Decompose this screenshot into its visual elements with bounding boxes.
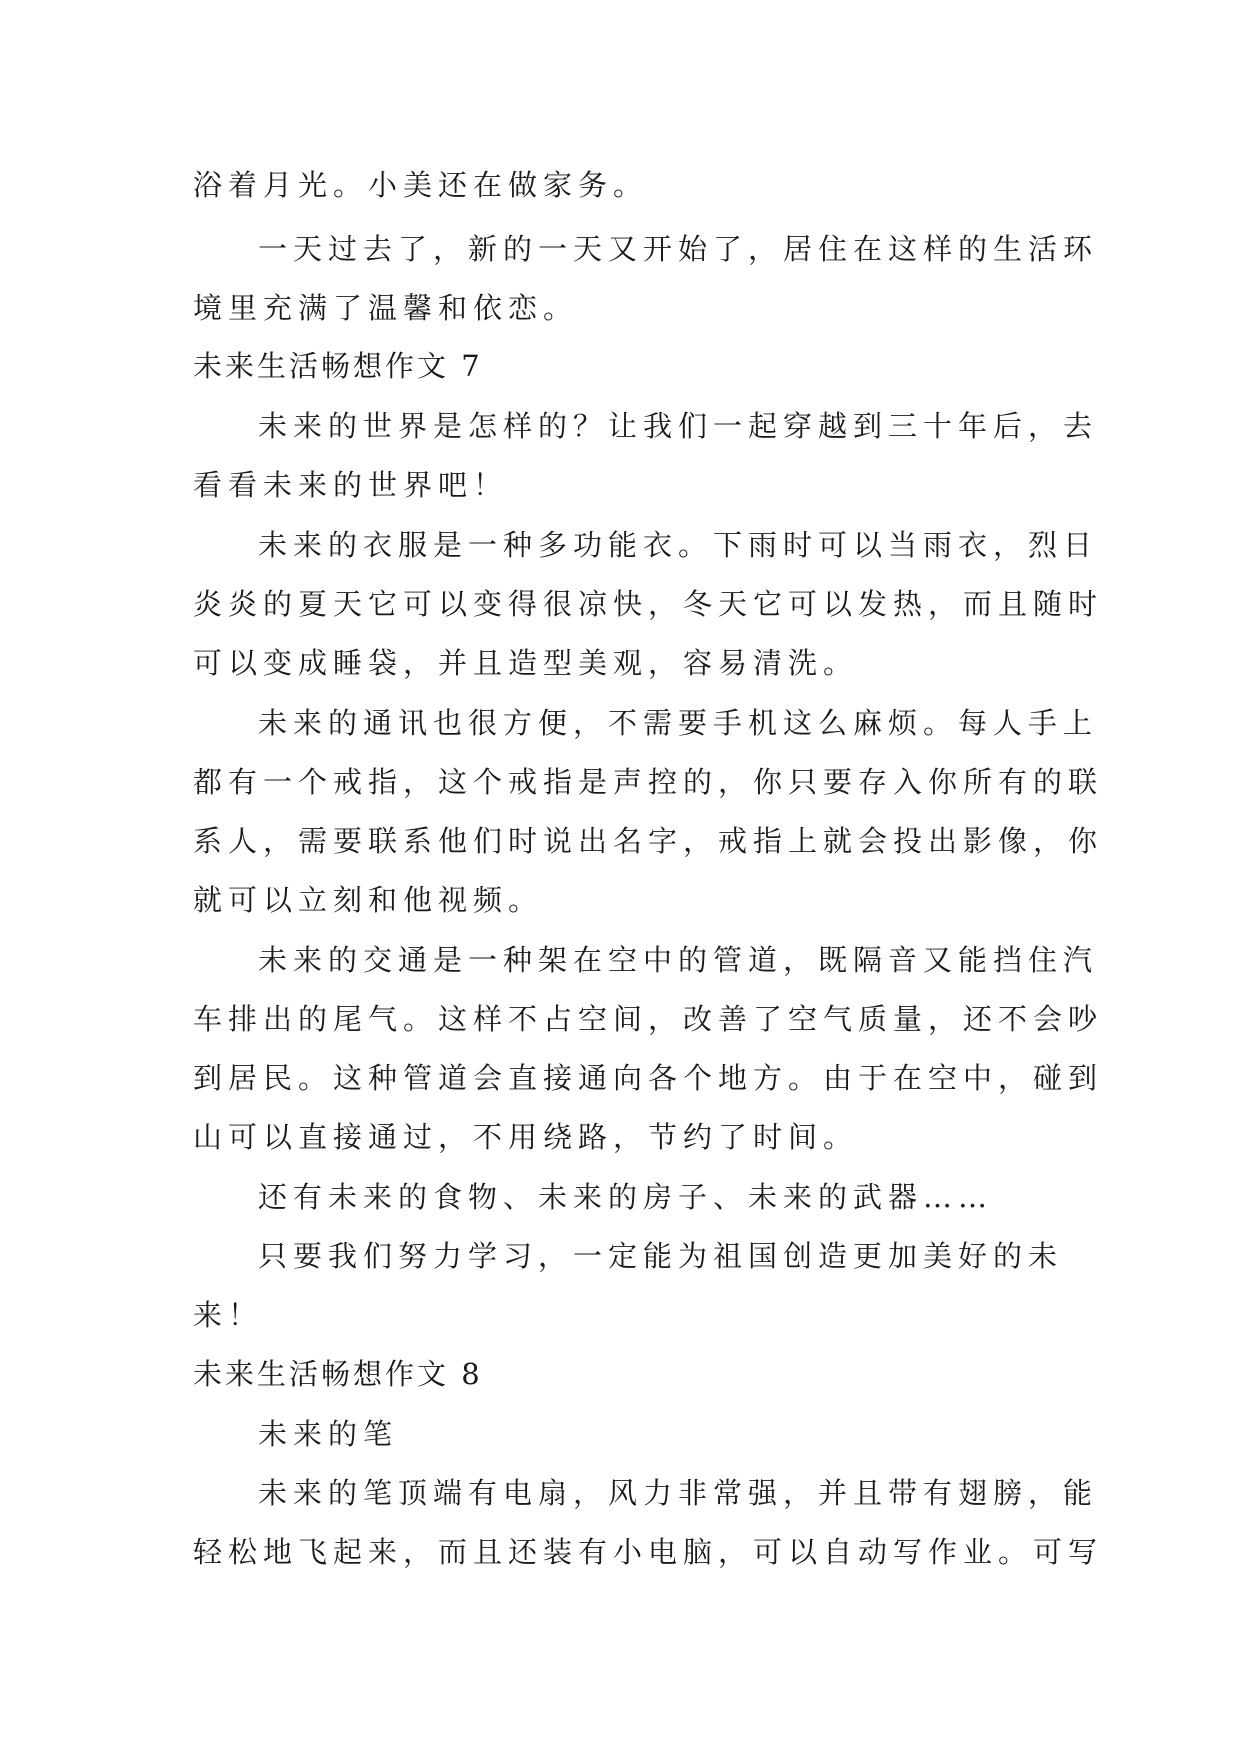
- paragraph-line: 到居民。这种管道会直接通向各个地方。由于在空中，碰到: [193, 1061, 1104, 1095]
- paragraph-line: 就可以立刻和他视频。: [193, 883, 544, 917]
- section-heading-7: 未来生活畅想作文 7: [193, 349, 483, 383]
- paragraph-line: 轻松地飞起来，而且还装有小电脑，可以自动写作业。可写: [193, 1535, 1104, 1569]
- paragraph-line: 境里充满了温馨和依恋。: [193, 291, 579, 325]
- paragraph-line: 未来的世界是怎样的？让我们一起穿越到三十年后，去: [258, 409, 1099, 443]
- paragraph-line: 未来的衣服是一种多功能衣。下雨时可以当雨衣，烈日: [258, 528, 1099, 562]
- paragraph-line: 一天过去了，新的一天又开始了，居住在这样的生活环: [258, 232, 1099, 266]
- paragraph-line: 车排出的尾气。这样不占空间，改善了空气质量，还不会吵: [193, 1002, 1104, 1036]
- paragraph-line: 系人，需要联系他们时说出名字，戒指上就会投出影像，你: [193, 824, 1104, 858]
- essay-subtitle: 未来的笔: [258, 1417, 399, 1451]
- section-heading-8: 未来生活畅想作文 8: [193, 1357, 483, 1391]
- paragraph-line: 山可以直接通过，不用绕路，节约了时间。: [193, 1120, 859, 1154]
- paragraph-line: 看看未来的世界吧！: [193, 468, 509, 502]
- paragraph-line: 未来的交通是一种架在空中的管道，既隔音又能挡住汽: [258, 943, 1099, 977]
- paragraph-line: 可以变成睡袋，并且造型美观，容易清洗。: [193, 646, 859, 680]
- paragraph-line: 还有未来的食物、未来的房子、未来的武器……: [258, 1180, 994, 1214]
- paragraph-line: 都有一个戒指，这个戒指是声控的，你只要存入你所有的联: [193, 765, 1104, 799]
- paragraph-line: 未来的通讯也很方便，不需要手机这么麻烦。每人手上: [258, 706, 1099, 740]
- paragraph-line: 只要我们努力学习，一定能为祖国创造更加美好的未: [258, 1239, 1064, 1273]
- paragraph-line: 炎炎的夏天它可以变得很凉快，冬天它可以发热，而且随时: [193, 587, 1104, 621]
- paragraph-line: 未来的笔顶端有电扇，风力非常强，并且带有翅膀，能: [258, 1476, 1099, 1510]
- paragraph-line: 浴着月光。小美还在做家务。: [193, 168, 649, 202]
- paragraph-line: 来！: [193, 1298, 264, 1332]
